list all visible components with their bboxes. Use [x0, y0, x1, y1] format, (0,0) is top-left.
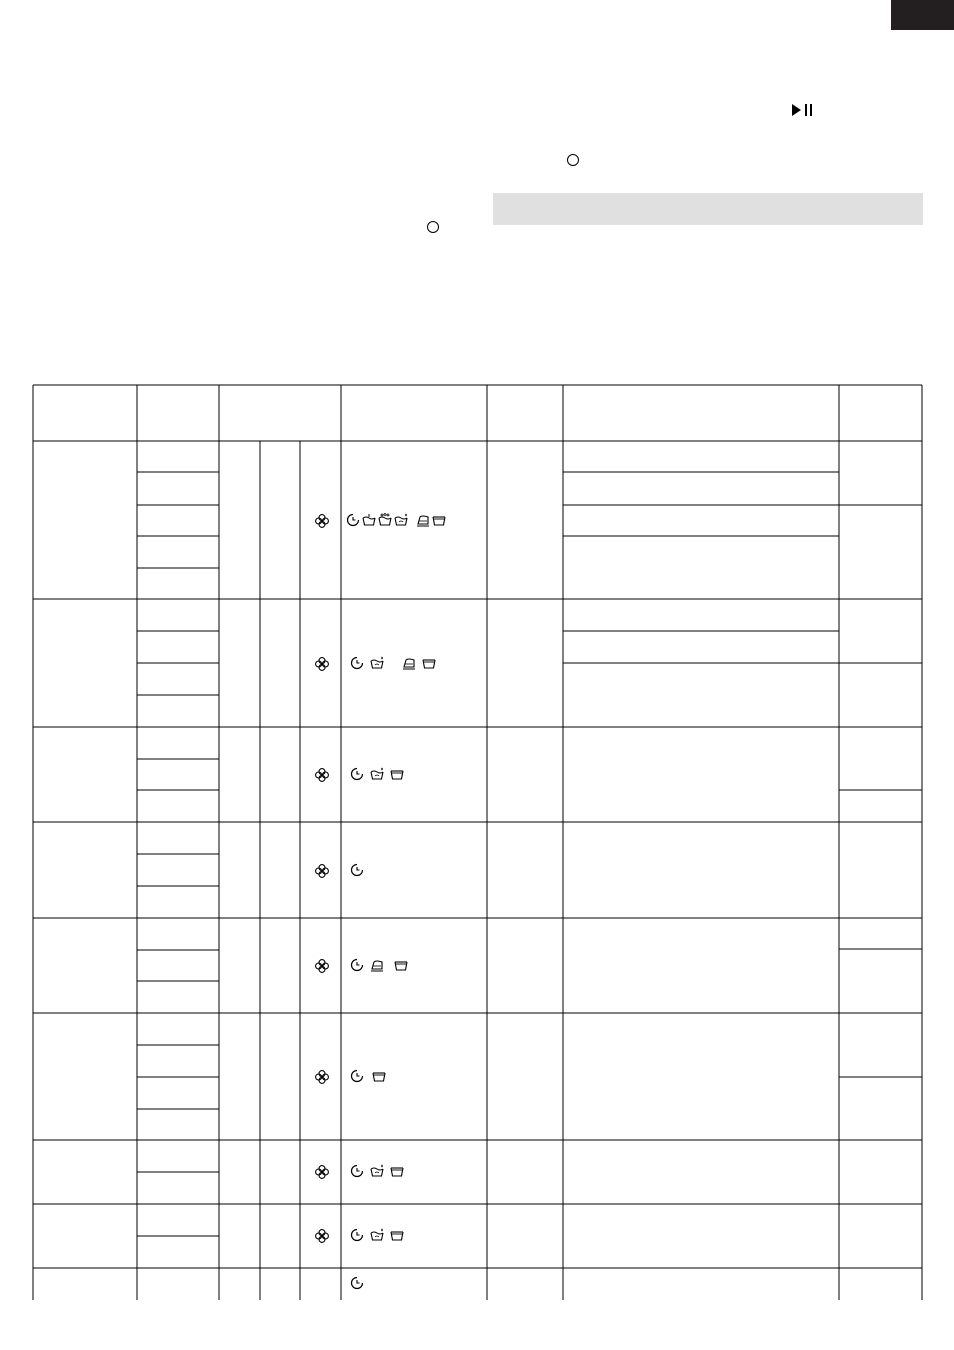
clock-icon: [350, 1276, 364, 1290]
clock-icon: [350, 863, 364, 877]
clock-icon: [350, 1069, 364, 1083]
option-icons-row: [350, 767, 404, 781]
extra-rinse-icon: [394, 513, 408, 527]
option-icons-row: [350, 1164, 404, 1178]
prewash-tub-icon: [362, 513, 376, 527]
option-icons-row: [350, 863, 364, 877]
spin-tub-icon: [390, 1228, 404, 1242]
clock-icon: [350, 767, 364, 781]
spin-flower-icon: [315, 959, 329, 973]
option-icons-row: [350, 656, 436, 670]
option-icons-row: [350, 1069, 386, 1083]
spin-tub-icon: [372, 1069, 386, 1083]
spin-tub-icon: [390, 1164, 404, 1178]
spin-flower-icon: [315, 768, 329, 782]
clock-icon: [350, 958, 364, 972]
spin-flower-icon: [315, 1165, 329, 1179]
spin-tub-icon: [432, 513, 446, 527]
spin-flower-icon: [315, 1229, 329, 1243]
clock-icon: [350, 656, 364, 670]
clock-icon: [350, 1164, 364, 1178]
easy-iron-icon: [370, 958, 384, 972]
spin-flower-icon: [315, 514, 329, 528]
extra-rinse-icon: [370, 656, 384, 670]
clock-icon: [346, 513, 360, 527]
intensive-tub-icon: [378, 513, 392, 527]
option-icons-row: [350, 1228, 404, 1242]
easy-iron-icon: [402, 656, 416, 670]
option-icons-row: [350, 1276, 364, 1290]
spin-flower-icon: [315, 657, 329, 671]
option-icons-row: [346, 513, 446, 527]
easy-iron-icon: [416, 513, 430, 527]
extra-rinse-icon: [370, 1228, 384, 1242]
extra-rinse-icon: [370, 767, 384, 781]
extra-rinse-icon: [370, 1164, 384, 1178]
spin-tub-icon: [394, 958, 408, 972]
clock-icon: [350, 1228, 364, 1242]
spin-flower-icon: [315, 1070, 329, 1084]
option-icons-row: [350, 958, 408, 972]
spin-flower-icon: [315, 864, 329, 878]
spin-tub-icon: [422, 656, 436, 670]
spin-tub-icon: [390, 767, 404, 781]
